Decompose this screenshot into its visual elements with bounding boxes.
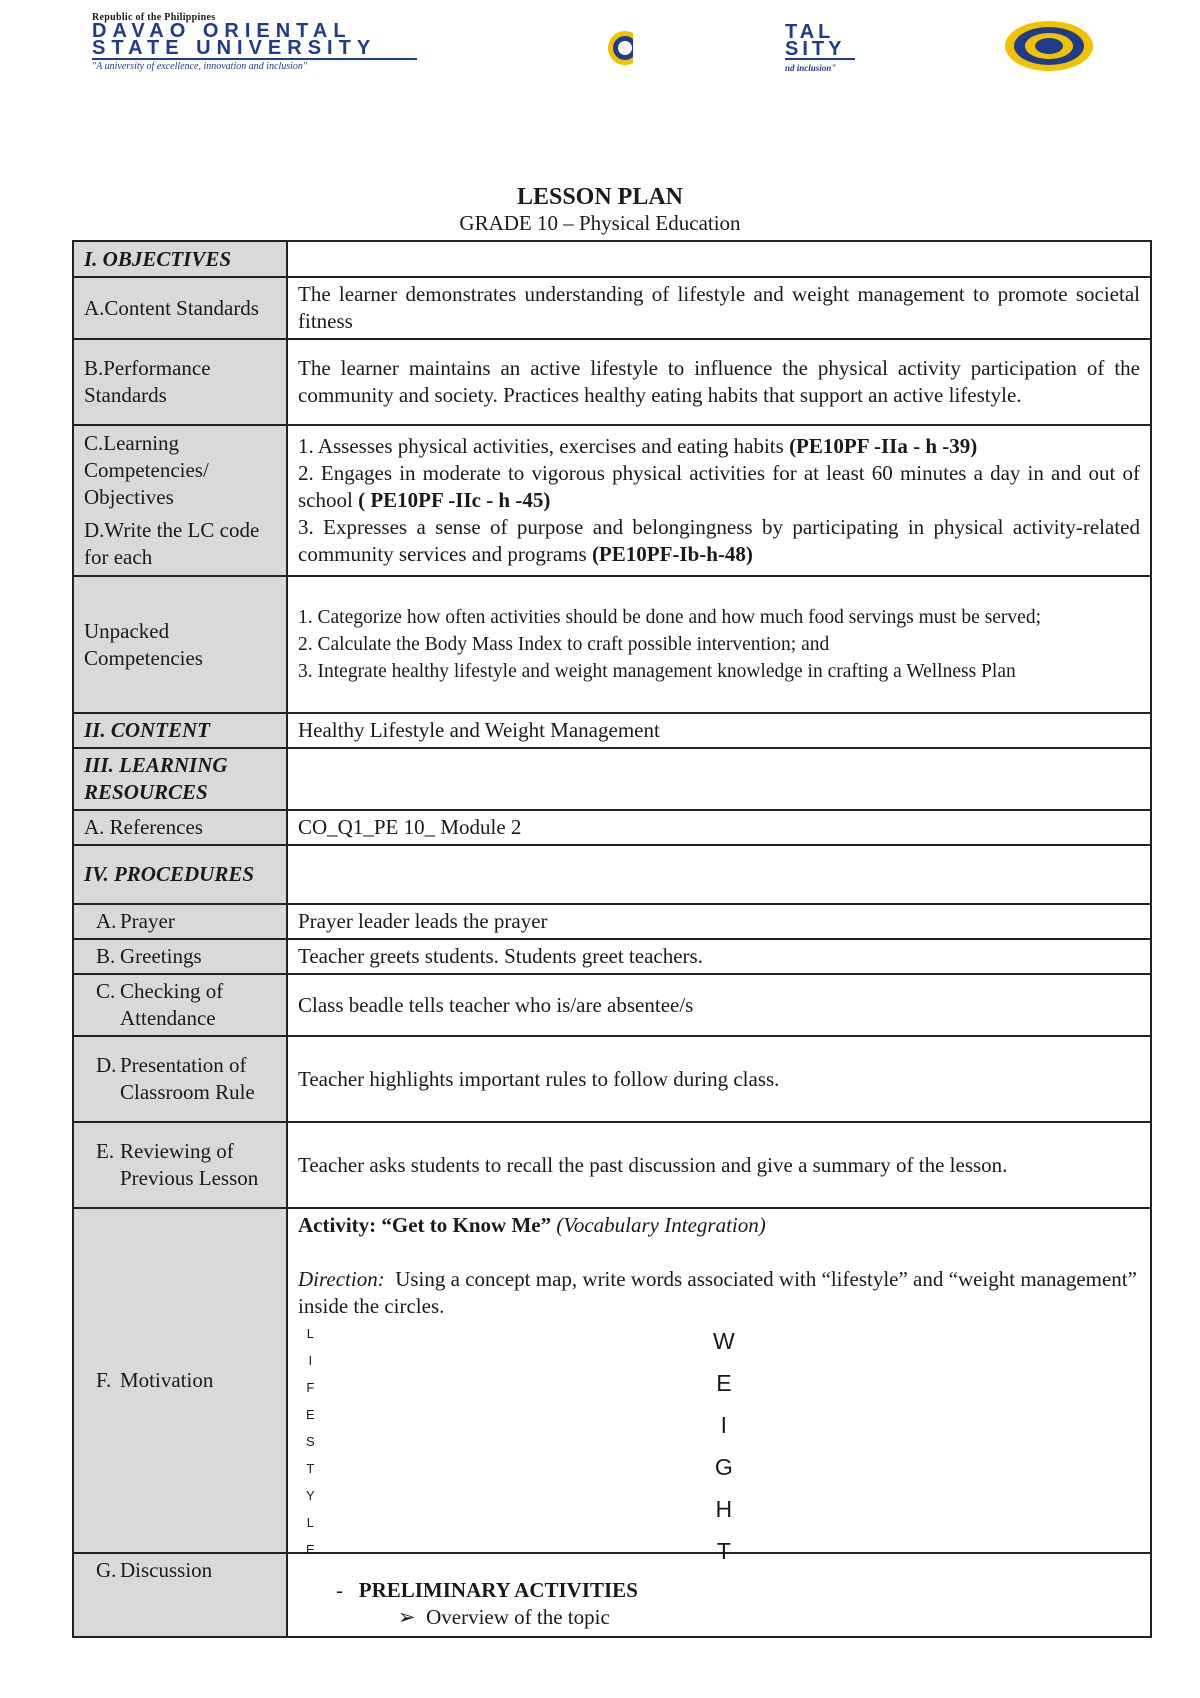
fragment-line1: TAL bbox=[785, 24, 835, 43]
weight-vertical-word: W E I G H T bbox=[713, 1328, 735, 1564]
objectives-heading: I. OBJECTIVES bbox=[73, 241, 287, 277]
competencies-cell bbox=[287, 425, 1151, 576]
competency-code: ( PE10PF -IIc - h -45) bbox=[358, 488, 551, 512]
references-row bbox=[73, 810, 1151, 845]
procedure-text: Teacher greets students. Students greet teachers. bbox=[287, 939, 1151, 974]
unpacked-cell bbox=[287, 576, 1151, 713]
competencies-label: C.Learning Competencies/ Objectives bbox=[84, 431, 209, 509]
motivation-row bbox=[73, 1208, 1151, 1553]
fragment-tag: nd inclusion" bbox=[785, 58, 855, 77]
content-heading: II. CONTENT bbox=[73, 713, 287, 748]
procedure-label: B. Greetings bbox=[73, 939, 287, 974]
university-logo bbox=[92, 12, 417, 72]
competencies-label-cell bbox=[73, 425, 287, 576]
objectives-row bbox=[73, 241, 1151, 277]
unpacked-item: 2. Calculate the Body Mass Index to craft possible intervention; and bbox=[298, 634, 830, 655]
university-name-line1: DAVAO ORIENTAL bbox=[92, 20, 352, 42]
concept-map-area bbox=[298, 1320, 1140, 1564]
unpacked-row bbox=[73, 576, 1151, 713]
procedure-text: Teacher asks students to recall the past discussion and give a summary of the lesson. bbox=[287, 1122, 1151, 1208]
content-standards-label: A.Content Standards bbox=[73, 277, 287, 339]
content-row bbox=[73, 713, 1151, 748]
resources-row bbox=[73, 748, 1151, 810]
activity-note: (Vocabulary Integration) bbox=[556, 1213, 766, 1237]
competency-item: 2. Engages in moderate to vigorous physical activities for at least 60 minutes a day in and out of school ( PE10PF -IIc - h -45) bbox=[298, 461, 1140, 512]
procedure-row bbox=[73, 1122, 1151, 1208]
procedure-row bbox=[73, 939, 1151, 974]
procedure-row bbox=[73, 974, 1151, 1036]
competency-code: (PE10PF-Ib-h-48) bbox=[591, 542, 753, 566]
objectives-empty-cell bbox=[287, 241, 1151, 277]
content-text: Healthy Lifestyle and Weight Management bbox=[287, 713, 1151, 748]
references-label: A. References bbox=[73, 810, 287, 845]
discussion-item: ➢ Overview of the topic bbox=[398, 1605, 610, 1629]
page-subtitle: GRADE 10 – Physical Education bbox=[459, 211, 741, 235]
discussion-label: G. Discussion bbox=[73, 1553, 287, 1637]
procedure-text: Teacher highlights important rules to follow during class. bbox=[287, 1036, 1151, 1122]
lesson-plan-table bbox=[72, 240, 1152, 1638]
competency-item: 3. Expresses a sense of purpose and belongingness by participating in physical activity-related community services and programs (PE10PF-Ib-h-48) bbox=[298, 515, 1140, 566]
activity-label: Activity: bbox=[298, 1213, 377, 1237]
performance-standards-label: B.Performance Standards bbox=[73, 339, 287, 425]
competency-code: (PE10PF -IIa - h -39) bbox=[789, 434, 978, 458]
discussion-row bbox=[73, 1553, 1151, 1637]
procedure-label: A. Prayer bbox=[73, 904, 287, 939]
competency-item: 1. Assesses physical activities, exercises and eating habits (PE10PF -IIa - h -39) bbox=[298, 434, 978, 458]
motivation-cell bbox=[287, 1208, 1151, 1564]
content-standards-row bbox=[73, 277, 1151, 339]
resources-empty-cell bbox=[287, 748, 1151, 810]
university-tagline: "A university of excellence, innovation and inclusion" bbox=[92, 61, 308, 72]
cropped-seal-fragment bbox=[603, 28, 633, 68]
fragment-line2: SITY bbox=[785, 38, 846, 60]
direction-line bbox=[298, 1266, 1140, 1320]
discussion-heading-line: - PRELIMINARY ACTIVITIES bbox=[336, 1578, 638, 1602]
procedure-label: C. Checking of Attendance bbox=[73, 974, 287, 1036]
procedures-row bbox=[73, 845, 1151, 904]
motivation-label: F. Motivation bbox=[73, 1208, 287, 1553]
direction-text: Using a concept map, write words associated with “lifestyle” and “weight management” inside the circles. bbox=[298, 1267, 1137, 1318]
republic-line: Republic of the Philippines bbox=[92, 12, 216, 23]
activity-title: “Get to Know Me” bbox=[381, 1213, 552, 1237]
university-seal-icon bbox=[1003, 20, 1095, 77]
letterhead bbox=[0, 0, 1200, 90]
direction-label: Direction: bbox=[298, 1267, 385, 1291]
lifestyle-vertical-word: L I F E S T Y L E bbox=[306, 1326, 315, 1557]
references-text: CO_Q1_PE 10_ Module 2 bbox=[287, 810, 1151, 845]
content-standards-text: The learner demonstrates understanding of lifestyle and weight management to promote societal fitness bbox=[287, 277, 1151, 339]
lc-code-label: D.Write the LC code for each bbox=[84, 518, 260, 569]
discussion-heading: PRELIMINARY ACTIVITIES bbox=[358, 1578, 638, 1602]
procedures-empty-cell bbox=[287, 845, 1151, 904]
cropped-logo-fragment bbox=[785, 24, 855, 77]
performance-standards-text: The learner maintains an active lifestyle to influence the physical activity participation of the community and society. Practices healthy eating habits that support an active lifestyle. bbox=[287, 339, 1151, 425]
document-title-block bbox=[0, 183, 1200, 235]
performance-standards-row bbox=[73, 339, 1151, 425]
competencies-row bbox=[73, 425, 1151, 576]
procedure-text: Class beadle tells teacher who is/are absentee/s bbox=[287, 974, 1151, 1036]
resources-heading: III. LEARNING RESOURCES bbox=[73, 748, 287, 810]
procedure-row bbox=[73, 904, 1151, 939]
unpacked-item: 1. Categorize how often activities should be done and how much food servings must be served; bbox=[298, 607, 1041, 628]
unpacked-label: Unpacked Competencies bbox=[73, 576, 287, 713]
university-name-line2: STATE UNIVERSITY bbox=[92, 37, 377, 59]
procedure-text: Prayer leader leads the prayer bbox=[287, 904, 1151, 939]
procedures-heading: IV. PROCEDURES bbox=[73, 845, 287, 904]
procedure-row bbox=[73, 1036, 1151, 1122]
unpacked-item: 3. Integrate healthy lifestyle and weight management knowledge in crafting a Wellness Plan bbox=[298, 661, 1016, 682]
page-title: LESSON PLAN bbox=[516, 184, 684, 210]
procedure-label: D. Presentation of Classroom Rule bbox=[73, 1036, 287, 1122]
arrow-bullet-icon: ➢ bbox=[398, 1605, 416, 1629]
activity-line bbox=[298, 1212, 1140, 1239]
procedure-label: E. Reviewing of Previous Lesson bbox=[73, 1122, 287, 1208]
